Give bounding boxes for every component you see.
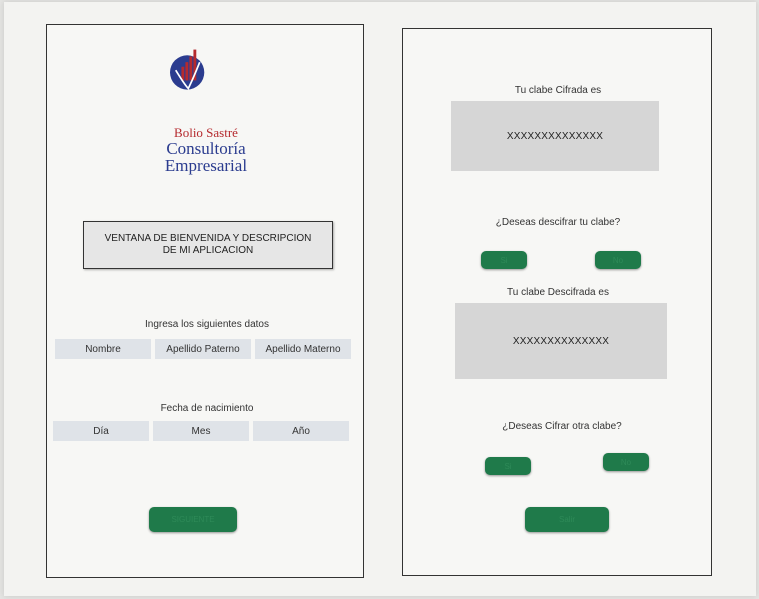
decrypt-yes-button[interactable]: Si [481,251,527,269]
again-no-button[interactable]: No [603,453,649,471]
cipher-value-box: XXXXXXXXXXXXXX [451,101,659,171]
decrypt-question: ¿Deseas descifrar tu clabe? [495,217,621,228]
brand-name-block [141,140,271,174]
dia-input[interactable]: Día [53,421,149,441]
brand-name-line3: Empresarial [164,156,248,175]
cipher-label: Tu clabe Cifrada es [514,85,602,96]
birth-date-label: Fecha de nacimiento [160,403,254,414]
company-logo-icon [167,45,237,125]
apellido-paterno-input[interactable]: Apellido Paterno [155,339,251,359]
data-prompt-label: Ingresa los siguientes datos [145,319,269,330]
welcome-line2: DE MI APLICACION [162,245,254,256]
nombre-input[interactable]: Nombre [55,339,151,359]
mes-input[interactable]: Mes [153,421,249,441]
decipher-value-box: XXXXXXXXXXXXXX [455,303,667,379]
paper-sheet [4,2,756,596]
next-button[interactable]: SIGUIENTE [149,507,237,532]
welcome-description-box [83,221,333,269]
cipher-result-screen [402,28,712,576]
apellido-materno-input[interactable]: Apellido Materno [255,339,351,359]
exit-button[interactable]: Salir [525,507,609,532]
decipher-label: Tu clabe Descifrada es [507,287,609,298]
again-yes-button[interactable]: Si [485,457,531,475]
again-question: ¿Deseas Cifrar otra clabe? [502,421,622,432]
anio-input[interactable]: Año [253,421,349,441]
brand-name-line2: Consultoría [166,139,246,158]
welcome-line1: VENTANA DE BIENVENIDA Y DESCRIPCION [104,233,312,244]
decrypt-no-button[interactable]: No [595,251,641,269]
welcome-screen [46,24,364,578]
brand-name-line1: Bolio Sastré [174,125,238,140]
